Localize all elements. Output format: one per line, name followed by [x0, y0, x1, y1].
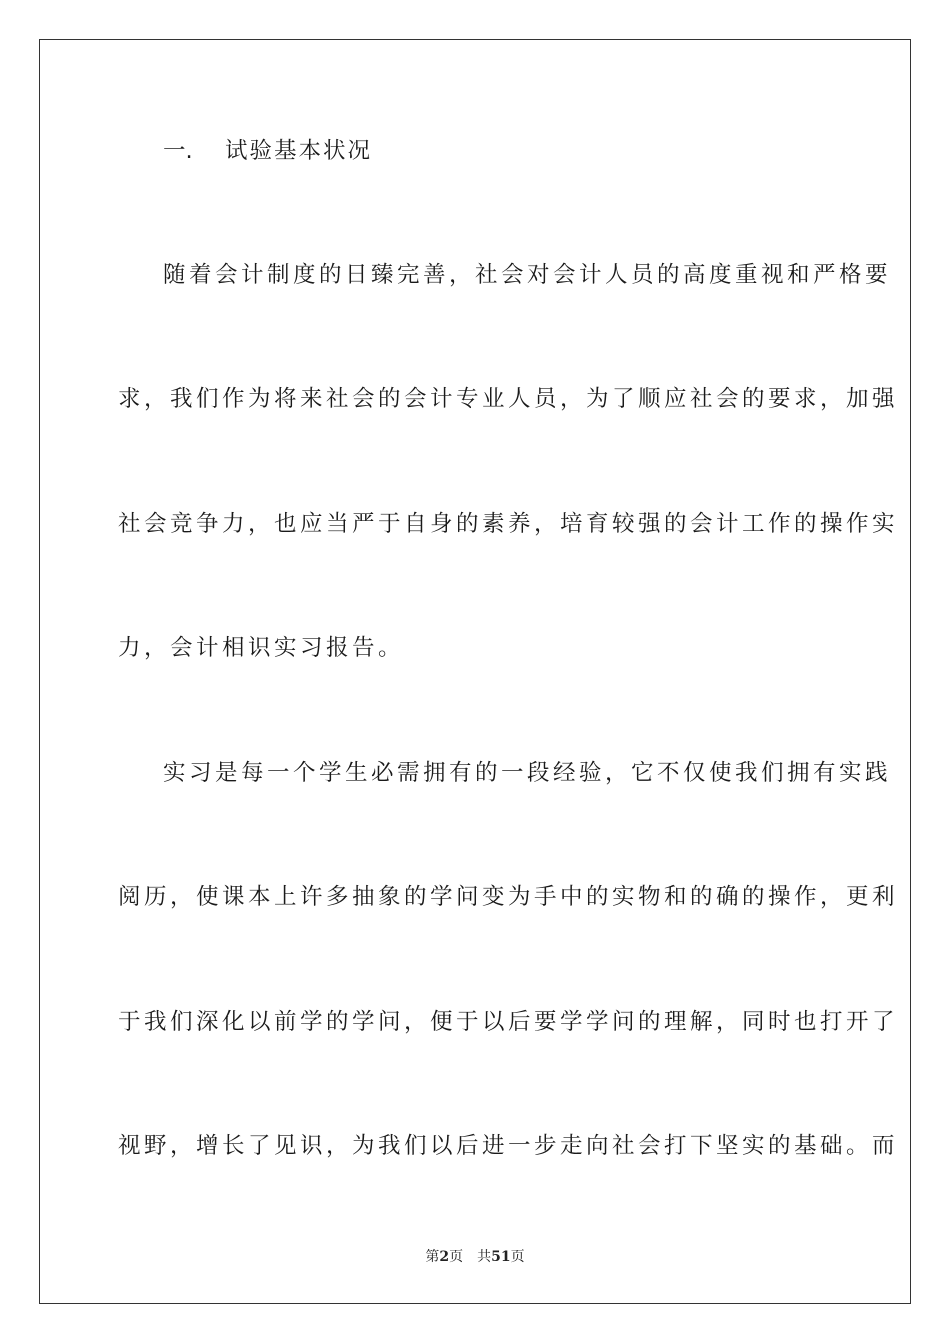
footer-total-suffix: 页 [510, 1249, 525, 1265]
paragraph-1-line-2: 求，我们作为将来社会的会计专业人员，为了顺应社会的要求，加强 [118, 386, 899, 412]
section-heading-title: 试验基本状况 [225, 138, 373, 164]
page-border [39, 39, 911, 1304]
page-footer [0, 1247, 950, 1267]
paragraph-2-line-4: 视野，增长了见识，为我们以后进一步走向社会打下坚实的基础。而 [118, 1133, 899, 1159]
paragraph-1-line-1: 随着会计制度的日臻完善，社会对会计人员的高度重视和严格要 [163, 262, 892, 288]
footer-current-page: 2 [439, 1249, 450, 1265]
footer-total-prefix: 共 [477, 1249, 492, 1265]
paragraph-1-line-4: 力，会计相识实习报告。 [118, 635, 405, 661]
footer-page-prefix: 第 [425, 1249, 440, 1265]
section-heading-number: 一. [163, 138, 193, 164]
paragraph-2-line-1: 实习是每一个学生必需拥有的一段经验，它不仅使我们拥有实践 [163, 760, 892, 786]
paragraph-2-line-2: 阅历，使课本上许多抽象的学问变为手中的实物和的确的操作，更利 [118, 884, 899, 910]
paragraph-1-line-3: 社会竞争力，也应当严于自身的素养，培育较强的会计工作的操作实 [118, 511, 899, 537]
footer-page-suffix: 页 [449, 1249, 464, 1265]
footer-total-pages: 51 [491, 1249, 511, 1265]
paragraph-2-line-3: 于我们深化以前学的学问，便于以后要学学问的理解，同时也打开了 [118, 1009, 899, 1035]
